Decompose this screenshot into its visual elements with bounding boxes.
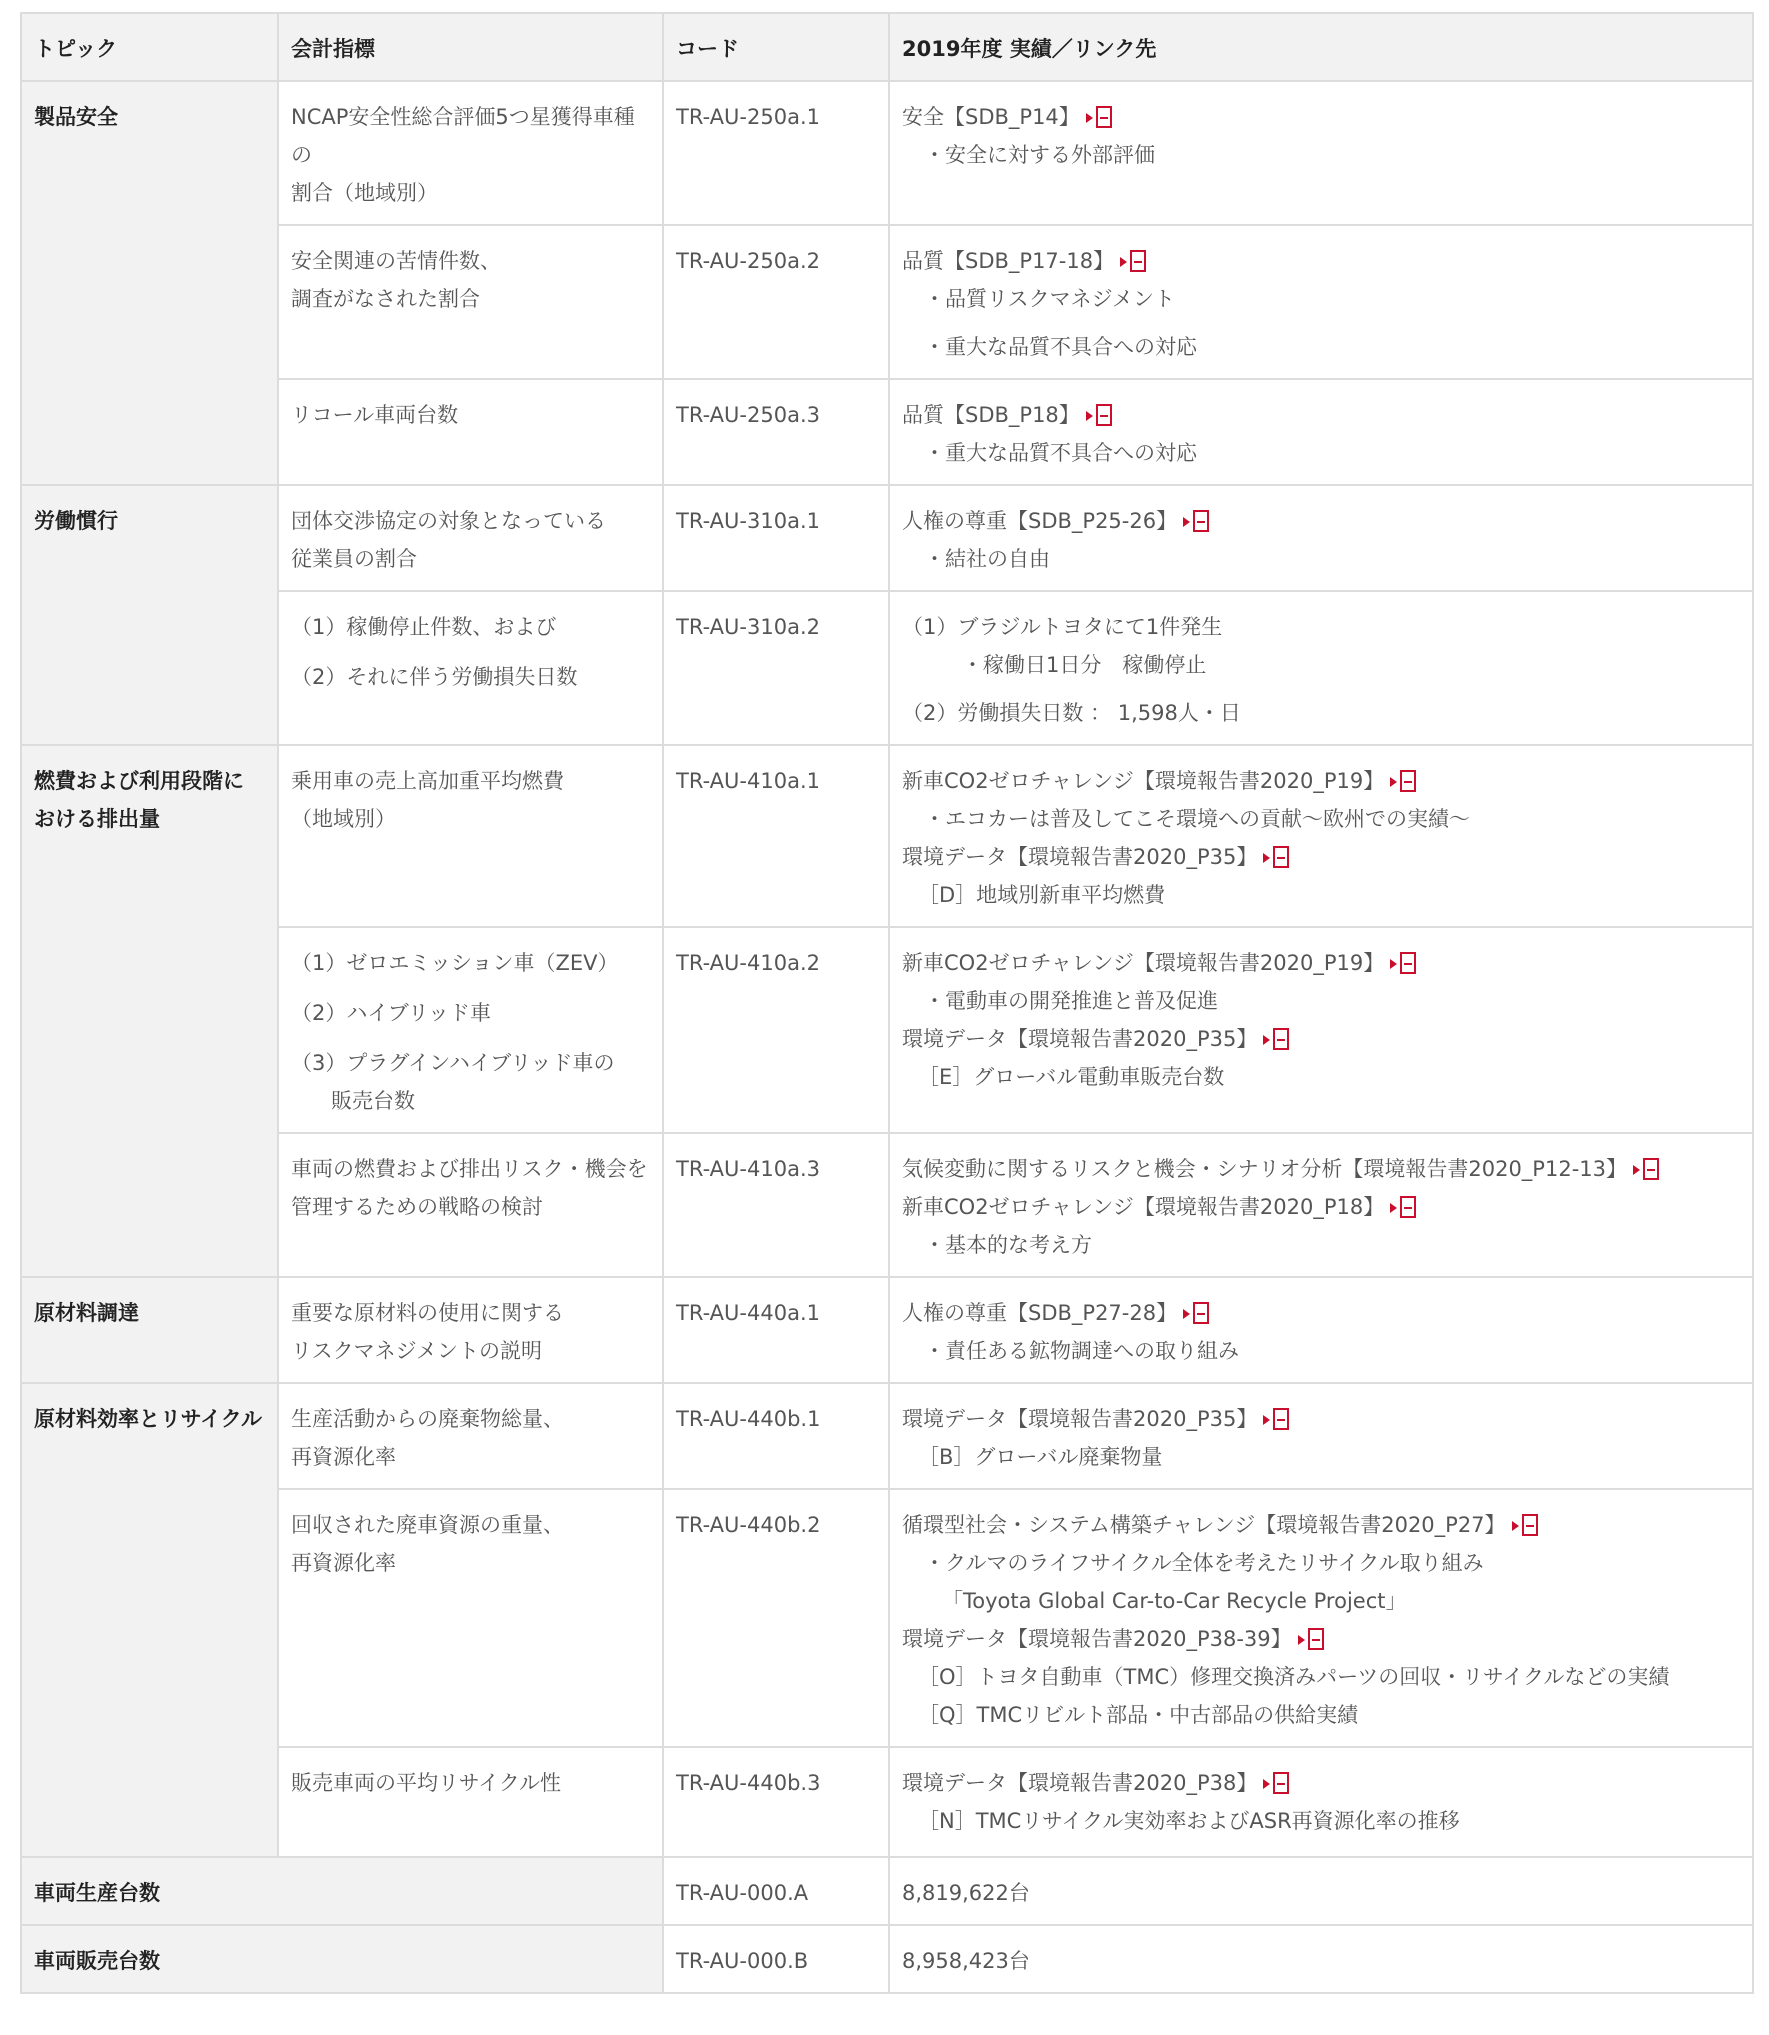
note-text: ［E］グローバル電動車販売台数 [918,1065,1225,1089]
pdf-icon[interactable] [1390,770,1420,794]
table-row [21,1383,1753,1489]
pdf-icon[interactable] [1183,510,1213,534]
bullet-text: 「Toyota Global Car-to-Car Recycle Project」 [942,1589,1407,1613]
code-cell: TR-AU-000.A [663,1857,889,1925]
bullet-text: ・ 重大な品質不具合への対応 [902,434,1740,472]
indicator-text: 割合（地域別） [291,181,438,205]
indicator-text: リコール車両台数 [291,403,459,427]
bullet-text: ・ 電動車の開発推進と普及促進 [902,982,1740,1020]
indicator-cell [278,591,663,745]
indicator-cell [278,1489,663,1747]
result-cell [889,379,1753,485]
result-cell [889,225,1753,379]
indicator-cell [278,1277,663,1383]
indicator-text: 生産活動からの廃棄物総量、 [291,1407,564,1431]
table-header-row [21,13,1753,81]
code-cell: TR-AU-410a.3 [663,1133,889,1277]
pdf-icon[interactable] [1633,1158,1663,1182]
pdf-icon[interactable] [1390,1196,1420,1220]
indicator-text: 重要な原材料の使用に関する [291,1301,564,1325]
bullet-text: ・ 結社の自由 [902,540,1740,578]
report-link[interactable]: 安全【SDB_P14】 [902,105,1080,129]
report-link[interactable]: 新車CO2ゼロチャレンジ【環境報告書2020_P19】 [902,769,1385,793]
table-row [21,745,1753,927]
topic-cell: 車両生産台数 [21,1857,663,1925]
table-row [21,591,1753,745]
code-cell: TR-AU-440b.3 [663,1747,889,1857]
indicator-text: 従業員の割合 [291,547,417,571]
header-indicator: 会計指標 [278,13,663,81]
pdf-icon[interactable] [1298,1628,1328,1652]
topic-cell: 原材料効率とリサイクル [21,1383,278,1857]
result-text: （1）ブラジルトヨタにて1件発生 [902,615,1223,639]
topic-cell [21,745,278,1277]
code-cell: TR-AU-310a.2 [663,591,889,745]
code-cell: TR-AU-410a.1 [663,745,889,927]
report-link[interactable]: 品質【SDB_P17-18】 [902,249,1115,273]
indicator-cell [278,379,663,485]
note-text: ［O］トヨタ自動車（TMC）修理交換済みパーツの回収・リサイクルなどの実績 [918,1665,1670,1689]
topic-cell: 車両販売台数 [21,1925,663,1993]
indicator-text: （3）プラグインハイブリッド車の [291,1051,615,1075]
pdf-icon[interactable] [1086,106,1116,130]
indicator-cell [278,745,663,927]
indicator-text: リスクマネジメントの説明 [291,1339,542,1363]
indicator-cell [278,81,663,225]
table-row [21,1857,1753,1925]
indicator-text: 調査がなされた割合 [291,287,480,311]
code-cell: TR-AU-410a.2 [663,927,889,1133]
table-row [21,485,1753,591]
indicator-text: 販売台数 [331,1089,415,1113]
pdf-icon[interactable] [1263,1028,1293,1052]
indicator-text: （地域別） [291,807,396,831]
bullet-text: ・ 基本的な考え方 [902,1226,1740,1264]
report-link[interactable]: 新車CO2ゼロチャレンジ【環境報告書2020_P19】 [902,951,1385,975]
pdf-icon[interactable] [1390,952,1420,976]
bullet-text: ・ クルマのライフサイクル全体を考えたリサイクル取り組み [902,1544,1740,1582]
pdf-icon[interactable] [1263,846,1293,870]
header-result: 2019年度 実績／リンク先 [889,13,1753,81]
indicator-cell [278,927,663,1133]
table-row [21,81,1753,225]
indicator-cell [278,1133,663,1277]
result-cell [889,927,1753,1133]
table-row [21,927,1753,1133]
indicator-text: （1）稼働停止件数、および [291,615,557,639]
result-cell [889,745,1753,927]
code-cell: TR-AU-310a.1 [663,485,889,591]
indicator-text: NCAP安全性総合評価5つ星獲得車種の [291,105,635,167]
note-text: ［B］グローバル廃棄物量 [918,1445,1163,1469]
report-link[interactable]: 人権の尊重【SDB_P27-28】 [902,1301,1178,1325]
bullet-text: ・ 重大な品質不具合への対応 [902,328,1740,366]
indicator-text: 団体交渉協定の対象となっている [291,509,606,533]
pdf-icon[interactable] [1120,250,1150,274]
result-cell [889,1383,1753,1489]
report-link[interactable]: 循環型社会・システム構築チャレンジ【環境報告書2020_P27】 [902,1513,1506,1537]
bullet-text: ・ 品質リスクマネジメント [902,280,1740,318]
indicator-cell [278,485,663,591]
header-code: コード [663,13,889,81]
indicator-text: 販売車両の平均リサイクル性 [291,1771,562,1795]
topic-cell: 労働慣行 [21,485,278,745]
sasb-index-table-container [20,12,1752,1994]
report-link[interactable]: 環境データ【環境報告書2020_P35】 [902,1027,1258,1051]
bullet-text: ・ 稼働日1日分 稼働停止 [902,646,1740,684]
note-text: ［Q］TMCリビルト部品・中古部品の供給実績 [918,1703,1359,1727]
indicator-text: （2）ハイブリッド車 [291,1001,492,1025]
topic-cell: 製品安全 [21,81,278,485]
table-row [21,1277,1753,1383]
result-cell: 8,958,423台 [889,1925,1753,1993]
result-cell [889,81,1753,225]
result-cell [889,1747,1753,1857]
code-cell: TR-AU-000.B [663,1925,889,1993]
topic-cell: 原材料調達 [21,1277,278,1383]
table-row [21,1489,1753,1747]
indicator-text: 安全関連の苦情件数、 [291,249,501,273]
bullet-text: ・ 安全に対する外部評価 [902,136,1740,174]
indicator-cell [278,1383,663,1489]
note-text: ［N］TMCリサイクル実効率およびASR再資源化率の推移 [918,1809,1460,1833]
sasb-index-table [20,12,1754,1994]
pdf-icon[interactable] [1512,1514,1542,1538]
bullet-text: ・ エコカーは普及してこそ環境への貢献～欧州での実績～ [902,800,1740,838]
result-cell [889,1133,1753,1277]
table-row [21,1747,1753,1857]
code-cell: TR-AU-440b.1 [663,1383,889,1489]
pdf-icon[interactable] [1183,1302,1213,1326]
note-text: ［D］地域別新車平均燃費 [918,883,1166,907]
report-link[interactable]: 気候変動に関するリスクと機会・シナリオ分析【環境報告書2020_P12-13】 [902,1157,1627,1181]
indicator-cell [278,225,663,379]
result-cell [889,591,1753,745]
report-link[interactable]: 環境データ【環境報告書2020_P35】 [902,845,1258,869]
result-cell [889,1277,1753,1383]
report-link[interactable]: 環境データ【環境報告書2020_P35】 [902,1407,1258,1431]
header-topic: トピック [21,13,278,81]
report-link[interactable]: 新車CO2ゼロチャレンジ【環境報告書2020_P18】 [902,1195,1385,1219]
result-cell [889,1489,1753,1747]
indicator-text: 再資源化率 [291,1551,396,1575]
pdf-icon[interactable] [1263,1408,1293,1432]
code-cell: TR-AU-440a.1 [663,1277,889,1383]
indicator-text: 再資源化率 [291,1445,396,1469]
report-link[interactable]: 環境データ【環境報告書2020_P38-39】 [902,1627,1292,1651]
code-cell: TR-AU-250a.2 [663,225,889,379]
topic-text: おける排出量 [34,807,160,831]
result-cell [889,485,1753,591]
indicator-cell [278,1747,663,1857]
indicator-text: 回収された廃車資源の重量、 [291,1513,564,1537]
pdf-icon[interactable] [1086,404,1116,428]
code-cell: TR-AU-250a.3 [663,379,889,485]
pdf-icon[interactable] [1263,1772,1293,1796]
indicator-text: （1）ゼロエミッション車（ZEV） [291,951,619,975]
table-row [21,225,1753,379]
table-row [21,1133,1753,1277]
result-cell: 8,819,622台 [889,1857,1753,1925]
table-row [21,1925,1753,1993]
indicator-text: 乗用車の売上高加重平均燃費 [291,769,564,793]
report-link[interactable]: 環境データ【環境報告書2020_P38】 [902,1771,1258,1795]
indicator-text: （2）それに伴う労働損失日数 [291,665,578,689]
topic-text: 燃費および利用段階に [34,769,244,793]
table-row [21,379,1753,485]
code-cell: TR-AU-250a.1 [663,81,889,225]
bullet-text: ・ 責任ある鉱物調達への取り組み [902,1332,1740,1370]
report-link[interactable]: 人権の尊重【SDB_P25-26】 [902,509,1178,533]
indicator-text: 車両の燃費および排出リスク・機会を [291,1157,648,1181]
report-link[interactable]: 品質【SDB_P18】 [902,403,1080,427]
code-cell: TR-AU-440b.2 [663,1489,889,1747]
indicator-text: 管理するための戦略の検討 [291,1195,543,1219]
result-text: （2）労働損失日数 ： 1,598人・日 [902,701,1241,725]
